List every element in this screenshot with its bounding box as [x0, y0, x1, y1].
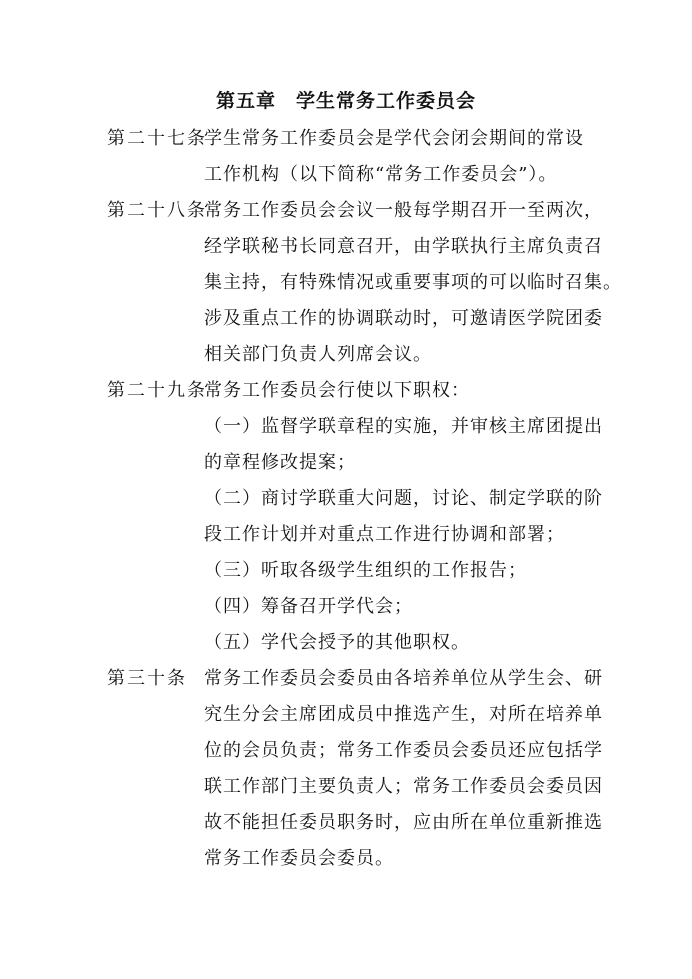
article-text-line: 经学联秘书长同意召开，由学联执行主席负责召	[204, 236, 603, 257]
article-text-line: 的章程修改提案；	[204, 452, 356, 473]
article-text-line: 涉及重点工作的协调联动时，可邀请医学院团委	[204, 308, 603, 329]
article-text-line: 常务工作委员会会议一般每学期召开一至两次，	[204, 200, 603, 221]
article-label: 第二十七条	[107, 128, 207, 149]
article-text-line: 常务工作委员会行使以下职权：	[204, 380, 470, 401]
article-text-line: 相关部门负责人列席会议。	[204, 344, 432, 365]
article-label: 第三十条	[107, 668, 187, 689]
article-text-line: 故不能担任委员职务时，应由所在单位重新推选	[204, 812, 603, 833]
article-text-line: 学生常务工作委员会是学代会闭会期间的常设	[204, 128, 584, 149]
chapter-title: 第五章 学生常务工作委员会	[215, 90, 476, 112]
article-text-line: 常务工作委员会委员。	[204, 848, 394, 869]
article-label: 第二十九条	[107, 380, 207, 401]
article-text-line: 集主持，有特殊情况或重要事项的可以临时召集。	[204, 272, 622, 293]
article-text-line: 常务工作委员会委员由各培养单位从学生会、研	[204, 668, 603, 689]
article-label: 第二十八条	[107, 200, 207, 221]
article-text-line: （五）学代会授予的其他职权。	[204, 632, 470, 653]
article-text-line: （四）筹备召开学代会；	[204, 596, 413, 617]
article-text-line: （二）商讨学联重大问题，讨论、制定学联的阶	[204, 488, 603, 509]
article-text-line: 位的会员负责；常务工作委员会委员还应包括学	[204, 740, 603, 761]
article-text-line: （一）监督学联章程的实施，并审核主席团提出	[204, 416, 603, 437]
article-text-line: 工作机构（以下简称“常务工作委员会”）。	[204, 164, 558, 185]
article-text-line: 究生分会主席团成员中推选产生，对所在培养单	[204, 704, 603, 725]
article-text-line: 段工作计划并对重点工作进行协调和部署；	[204, 524, 565, 545]
article-text-line: 联工作部门主要负责人；常务工作委员会委员因	[204, 776, 603, 797]
article-text-line: （三）听取各级学生组织的工作报告；	[204, 560, 527, 581]
